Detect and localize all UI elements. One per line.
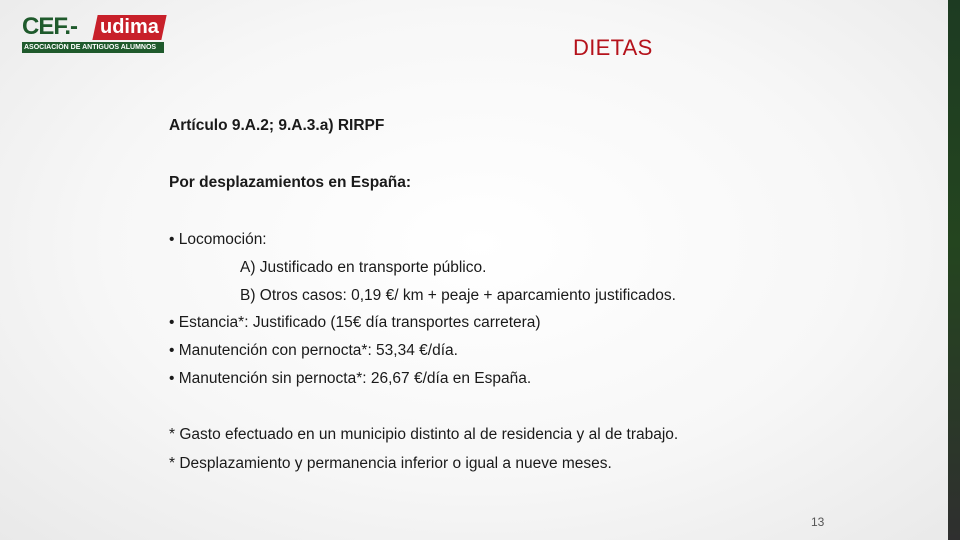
section-heading: Por desplazamientos en España:	[169, 174, 412, 191]
logo-association-text: ASOCIACIÓN DE ANTIGUOS ALUMNOS	[22, 42, 164, 53]
footnote-gasto: * Gasto efectuado en un municipio distinto al de residencia y al de trabajo.	[169, 426, 679, 443]
slide-title: DIETAS	[573, 35, 653, 60]
logo-udima-box	[92, 15, 166, 40]
locomocion-option-a: A) Justificado en transporte público.	[240, 259, 487, 276]
bullet-estancia: • Estancia*: Justificado (15€ día transportes carretera)	[169, 314, 541, 331]
locomocion-option-b: B) Otros casos: 0,19 €/ km + peaje + aparcamiento justificados.	[240, 287, 676, 304]
bullet-manutencion-con-pernocta: • Manutención con pernocta*: 53,34 €/día.	[169, 342, 458, 359]
logo-cef-text: CEF.-	[22, 13, 77, 40]
page-number: 13	[811, 515, 825, 529]
right-edge-bar	[948, 0, 960, 540]
article-reference: Artículo 9.A.2; 9.A.3.a) RIRPF	[169, 117, 385, 134]
cef-udima-logo	[22, 14, 164, 54]
bullet-locomocion: • Locomoción:	[169, 231, 267, 248]
logo-udima-text: udima	[100, 16, 159, 38]
footnote-desplazamiento: * Desplazamiento y permanencia inferior o igual a nueve meses.	[169, 455, 612, 472]
bullet-manutencion-sin-pernocta: • Manutención sin pernocta*: 26,67 €/día en España.	[169, 370, 532, 387]
